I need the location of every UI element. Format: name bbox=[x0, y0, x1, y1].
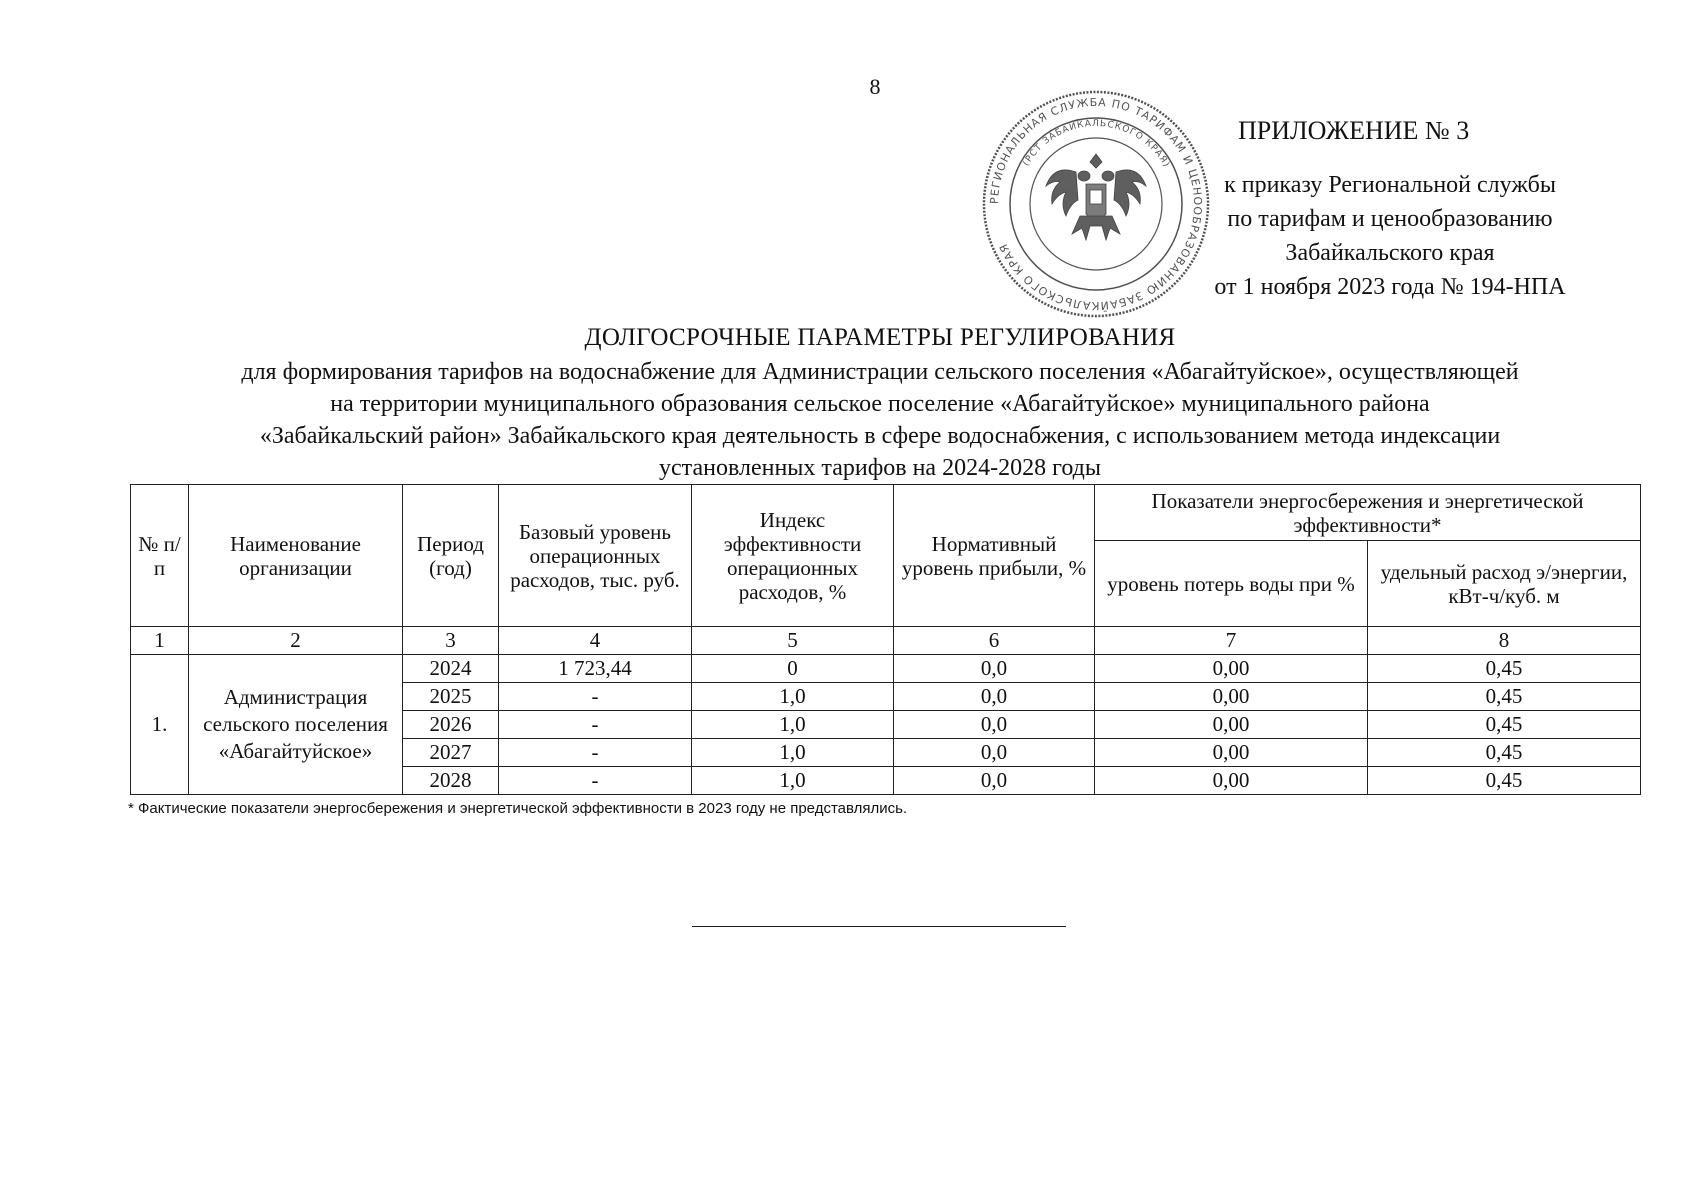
header-profit-level: Нормативный уровень прибыли, % bbox=[894, 485, 1095, 627]
subtitle-line: установленных тарифов на 2024-2028 годы bbox=[659, 455, 1101, 481]
cell-base: - bbox=[499, 739, 692, 767]
cell-year: 2025 bbox=[403, 683, 499, 711]
cell-losses: 0,00 bbox=[1095, 767, 1368, 795]
regulation-parameters-table bbox=[130, 484, 1641, 795]
cell-base: - bbox=[499, 711, 692, 739]
cell-index: 1,0 bbox=[692, 711, 894, 739]
column-numbers-row bbox=[131, 627, 1641, 655]
cell-consumption: 0,45 bbox=[1368, 739, 1641, 767]
header-energy-group: Показатели энергосбережения и энергетической эффективности* bbox=[1095, 485, 1641, 541]
cell-base: - bbox=[499, 683, 692, 711]
cell-losses: 0,00 bbox=[1095, 655, 1368, 683]
cell-consumption: 0,45 bbox=[1368, 655, 1641, 683]
cell-year: 2028 bbox=[403, 767, 499, 795]
column-number: 7 bbox=[1095, 627, 1368, 655]
cell-consumption: 0,45 bbox=[1368, 683, 1641, 711]
cell-year: 2027 bbox=[403, 739, 499, 767]
cell-index: 1,0 bbox=[692, 739, 894, 767]
column-number: 3 bbox=[403, 627, 499, 655]
table-footnote: * Фактические показатели энергосбережения и энергетической эффективности в 2023 году не представлялись. bbox=[128, 800, 908, 817]
organization-name: Администрация сельского поселения «Абагайтуйское» bbox=[189, 655, 403, 795]
cell-profit: 0,0 bbox=[894, 711, 1095, 739]
appendix-title: ПРИЛОЖЕНИЕ № 3 bbox=[1238, 116, 1470, 145]
cell-year: 2026 bbox=[403, 711, 499, 739]
column-number: 1 bbox=[131, 627, 189, 655]
order-reference bbox=[1160, 168, 1620, 304]
column-number: 8 bbox=[1368, 627, 1641, 655]
column-number: 5 bbox=[692, 627, 894, 655]
header-num: № п/п bbox=[131, 485, 189, 627]
stamp-outer-text: РЕГИОНАЛЬНАЯ СЛУЖБА ПО ТАРИФАМ И ЦЕНООБРАЗОВАНИЮ ЗАБАЙКАЛЬСКОГО КРАЯ bbox=[987, 95, 1205, 313]
header-period: Период (год) bbox=[403, 485, 499, 627]
document-title: ДОЛГОСРОЧНЫЕ ПАРАМЕТРЫ РЕГУЛИРОВАНИЯ bbox=[584, 324, 1176, 351]
cell-index: 0 bbox=[692, 655, 894, 683]
subtitle-line: «Забайкальский район» Забайкальского края деятельность в сфере водоснабжения, с использованием метода индексации bbox=[259, 423, 1501, 449]
stamp-inner-text: (РСТ ЗАБАЙКАЛЬСКОГО КРАЯ) bbox=[1021, 118, 1172, 170]
closing-divider bbox=[692, 926, 1066, 927]
subtitle-line: на территории муниципального образования сельское поселение «Абагайтуйское» муниципального района bbox=[330, 391, 1430, 417]
cell-profit: 0,0 bbox=[894, 683, 1095, 711]
page-number: 8 bbox=[869, 74, 881, 99]
column-number: 2 bbox=[189, 627, 403, 655]
cell-consumption: 0,45 bbox=[1368, 767, 1641, 795]
header-energy-consumption: удельный расход э/энергии, кВт-ч/куб. м bbox=[1368, 541, 1641, 627]
table-row bbox=[131, 655, 1641, 683]
cell-profit: 0,0 bbox=[894, 767, 1095, 795]
order-line: от 1 ноября 2023 года № 194-НПА bbox=[1214, 274, 1566, 300]
cell-base: - bbox=[499, 767, 692, 795]
header-water-losses: уровень потерь воды при % bbox=[1095, 541, 1368, 627]
order-line: к приказу Региональной службы bbox=[1224, 172, 1556, 198]
cell-profit: 0,0 bbox=[894, 739, 1095, 767]
cell-index: 1,0 bbox=[692, 683, 894, 711]
header-efficiency-index: Индекс эффективности операционных расходов, % bbox=[692, 485, 894, 627]
header-organization: Наименование организации bbox=[189, 485, 403, 627]
cell-losses: 0,00 bbox=[1095, 739, 1368, 767]
row-number: 1. bbox=[131, 655, 189, 795]
subtitle-line: для формирования тарифов на водоснабжение для Администрации сельского поселения «Абагайтуйское», осуществляющей bbox=[241, 359, 1519, 385]
document-subtitle bbox=[100, 356, 1660, 484]
cell-losses: 0,00 bbox=[1095, 711, 1368, 739]
column-number: 6 bbox=[894, 627, 1095, 655]
cell-base: 1 723,44 bbox=[499, 655, 692, 683]
cell-losses: 0,00 bbox=[1095, 683, 1368, 711]
column-number: 4 bbox=[499, 627, 692, 655]
cell-index: 1,0 bbox=[692, 767, 894, 795]
header-base-level: Базовый уровень операционных расходов, тыс. руб. bbox=[499, 485, 692, 627]
order-line: Забайкальского края bbox=[1285, 240, 1495, 266]
cell-profit: 0,0 bbox=[894, 655, 1095, 683]
eagle-emblem-icon bbox=[1046, 154, 1146, 240]
cell-year: 2024 bbox=[403, 655, 499, 683]
order-line: по тарифам и ценообразованию bbox=[1227, 206, 1553, 232]
cell-consumption: 0,45 bbox=[1368, 711, 1641, 739]
